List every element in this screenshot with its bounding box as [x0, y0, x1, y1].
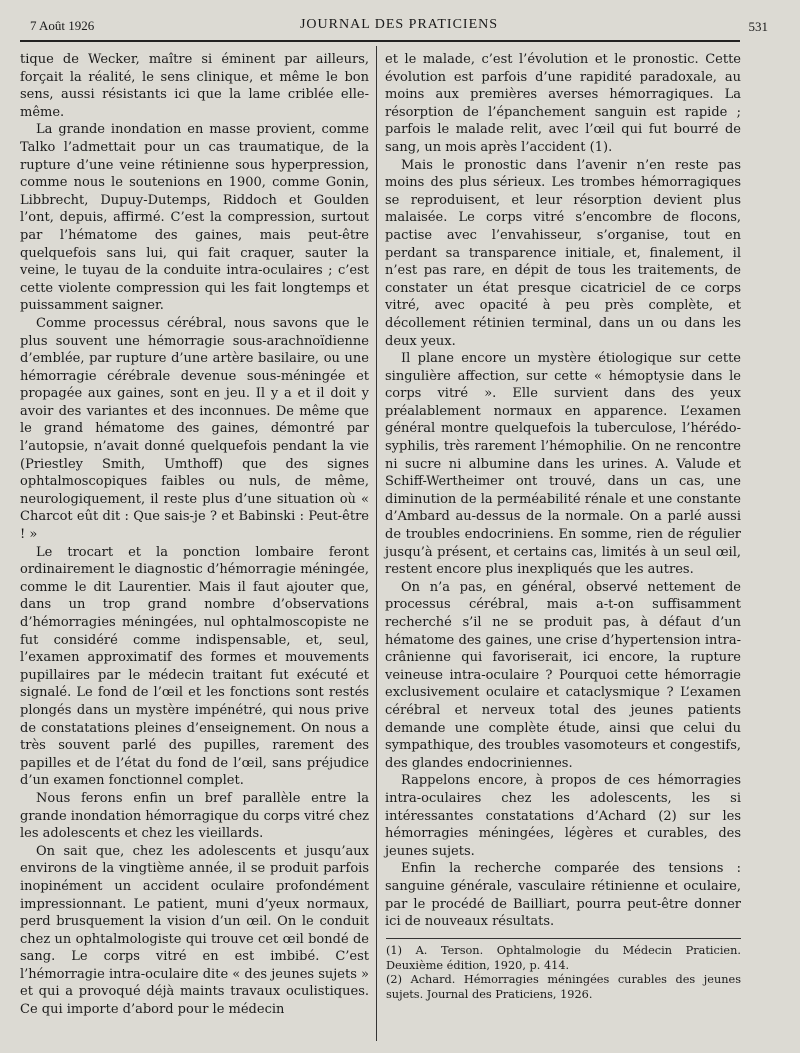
paragraph: Rappelons encore, à propos de ces hémorragies intra-oculaires chez les adolescents, les si intéressantes constatations d’Achard (2) sur les hémorragies méningées, légères et curables, des jeunes sujets.: [385, 773, 741, 859]
journal-title: JOURNAL DES PRATICIENS: [299, 17, 499, 32]
header-rule: [20, 40, 740, 42]
paragraph: La grande inondation en masse provient, comme Talko l’admettait pour un cas traumatique, de la rupture d’une veine rétinienne sous hyperpression, comme nous le soutenions en 1900, comme Gonin, Libbrecht, Dupuy-Dutemps, Riddoch et Goulden l’ont, depuis, affirmé. C’est la compression, surtout par l’hématome des gaines, mais peut-être quelquefois sans lui, qui fait craquer, sauter la veine, le tuyau de la conduite intra-oculaires ; c’est cette violente compression qui les fait longtemps et puissamment saigner.: [20, 122, 369, 314]
page-number: 531: [748, 19, 768, 34]
paragraph: Mais le pronostic dans l’avenir n’en reste pas moins des plus sérieux. Les trombes hémorragiques se reproduisent, et leur résorption devient plus malaisée. Le corps vitré s’encombre de flocons, pactise avec l’envahisseur, s’organise, tout en perdant sa transparence initiale, et, finalement, il n’est pas rare, en dépit de tous les traitements, de constater un état presque cicatriciel de ce corps vitré, avec opacité à peu près complète, et décollement rétinien terminal, dans un ou dans les deux yeux.: [385, 157, 741, 349]
paragraph: Le trocart et la ponction lombaire feront ordinairement le diagnostic d’hémorragie méningée, comme le dit Laurentier. Mais il faut ajouter que, dans un trop grand nombre d’observations d’hémorragies méningées, nul ophtalmoscopiste ne fut considéré comme indispensable, et, seul, l’examen approximatif des formes et mouvements pupillaires par le médecin traitant fut exécuté et signalé. Le fond de l’œil et les fonctions sont restés plongés dans un mystère impénétré, qui nous prive de constatations pleines d’enseignement. On nous a très souvent parlé des pupilles, rarement des papilles et de l’état du fond de l’œil, sans préjudice d’un examen fonctionnel complet.: [20, 544, 369, 789]
footnote-rule: [386, 938, 741, 939]
column-divider: [376, 46, 377, 1041]
issue-date: 7 Août 1926: [30, 18, 95, 33]
footnotes: [386, 944, 741, 1002]
paragraph: On n’a pas, en général, observé nettement de processus cérébral, mais a-t-on suffisamment recherché s’il ne se produit pas, à défaut d’un hématome des gaines, une crise d’hypertension intra-crânienne qui favoriserait, ici encore, la rupture veineuse intra-oculaire ? Pourquoi cette hémorragie exclusivement oculaire et cataclysmique ? L’examen cérébral et nerveux total des jeunes patients demande une complète étude, ainsi que celui du sympathique, des troubles vasomoteurs et congestifs, des glandes endocriniennes.: [385, 579, 741, 771]
left-column: [20, 51, 369, 1019]
paragraph: et le malade, c’est l’évolution et le pronostic. Cette évolution est parfois d’une rapidité paradoxale, au moins aux premières averses hémorragiques. La résorption de l’épanchement sanguin est rapide ; parfois le malade relit, avec l’œil qui fut bourré de sang, un mois après l’accident (1).: [385, 52, 741, 155]
right-column: [385, 51, 741, 931]
footnote: (2) Achard. Hémorragies méningées curables des jeunes sujets. Journal des Praticiens, 1926.: [386, 973, 741, 1001]
paragraph: tique de Wecker, maître si éminent par ailleurs, forçait la réalité, le sens clinique, et même le bon sens, aussi résistants ici que la lame criblée elle-même.: [20, 52, 369, 120]
paragraph: Comme processus cérébral, nous savons que le plus souvent une hémorragie sous-arachnoïdienne d’emblée, par rupture d’une artère basilaire, ou une hémorragie cérébrale devenue sous-méningée et propagée aux gaines, sont en jeu. Il y a et il doit y avoir des variantes et des inconnues. De même que le grand hématome des gaines, démontré par l’autopsie, n’avait donné quelquefois pendant la vie (Priestley Smith, Umthoff) que des signes ophtalmoscopiques faibles ou nuls, de même, neurologiquement, il reste plus d’une situation où « Charcot eût dit : Que sais-je ? et Babinski : Peut-être ! »: [20, 315, 369, 543]
paragraph: On sait que, chez les adolescents et jusqu’aux environs de la vingtième année, il se produit parfois inopinément un accident oculaire profondément impressionnant. Le patient, muni d’yeux normaux, perd brusquement la vision d’un œil. On le conduit chez un ophtalmologiste qui trouve cet œil bondé de sang. Le corps vitré en est imbibé. C’est l’hémorragie intra-oculaire dite « des jeunes sujets » et qui a provoqué déjà maints travaux oculistiques. Ce qui importe d’abord pour le médecin: [20, 843, 369, 1018]
paragraph: Il plane encore un mystère étiologique sur cette singulière affection, sur cette « hémoptysie dans le corps vitré ». Elle survient dans des yeux préalablement normaux en apparence. L’examen général montre quelquefois la tuberculose, l’hérédo-syphilis, très rarement l’hémophilie. On ne rencontre ni sucre ni albumine dans les urines. A. Valude et Schiff-Wertheimer ont trouvé, dans un cas, une diminution de la perméabilité rénale et une constante d’Ambard au-dessus de la normale. On a parlé aussi de troubles endocriniens. En somme, rien de régulier jusqu’à présent, et certains cas, limités à un seul œil, restent encore plus inexpliqués que les autres.: [385, 351, 741, 578]
paragraph: Nous ferons enfin un bref parallèle entre la grande inondation hémorragique du corps vitré chez les adolescents et chez les vieillards.: [20, 790, 369, 842]
page-header: [30, 14, 768, 36]
paragraph: Enfin la recherche comparée des tensions : sanguine générale, vasculaire rétinienne et oculaire, par le procédé de Bailliart, pourra peut-être donner ici de nouveaux résultats.: [385, 861, 741, 930]
footnote: (1) A. Terson. Ophtalmologie du Médecin Praticien. Deuxième édition, 1920, p. 414.: [386, 944, 741, 972]
